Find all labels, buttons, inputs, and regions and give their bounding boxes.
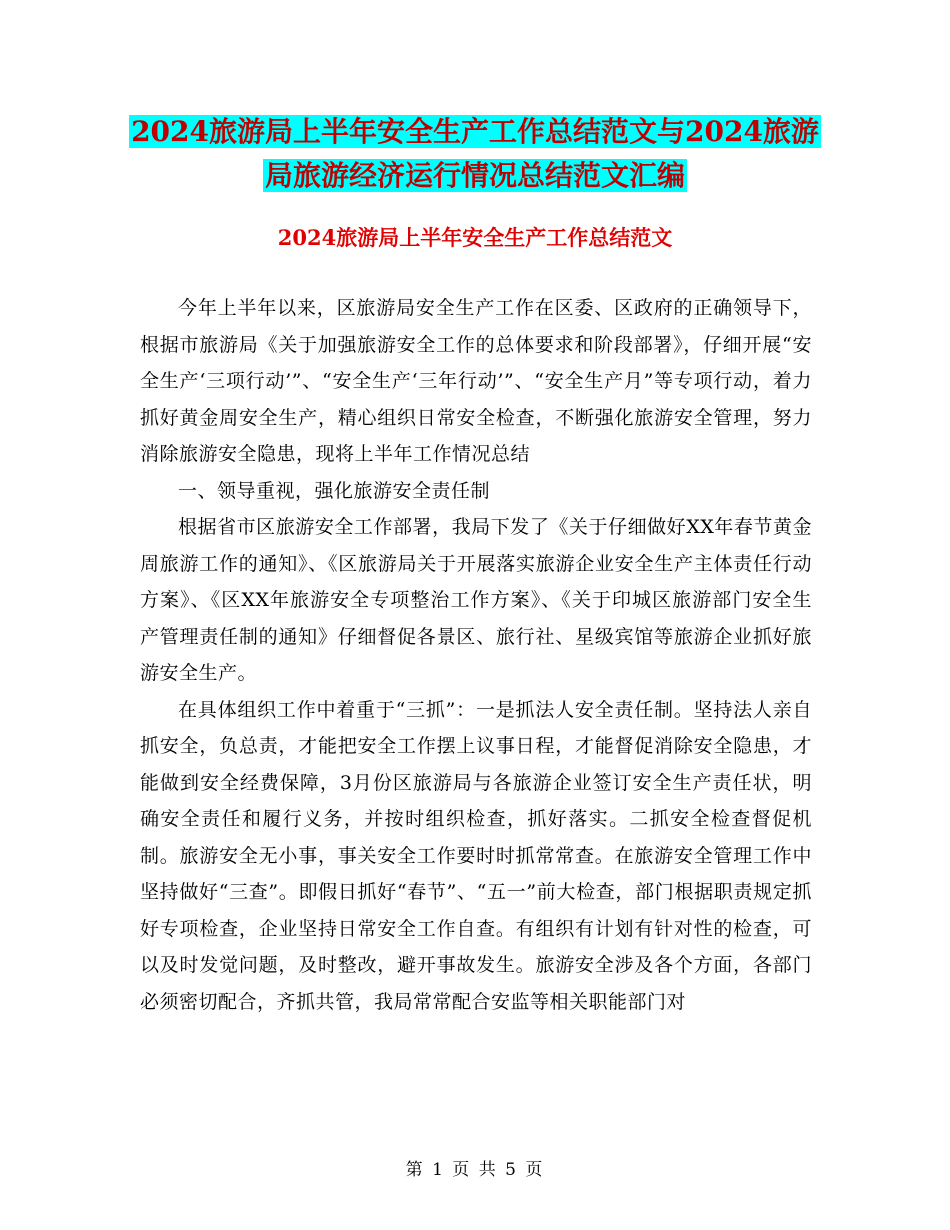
paragraph-heading: 一、领导重视，强化旅游安全责任制 xyxy=(178,479,491,502)
document-title-line-2: 局旅游经济运行情况总结范文汇编 xyxy=(264,159,685,192)
page-footer: 第 1 页 共 5 页 xyxy=(405,1160,545,1180)
document-body xyxy=(140,290,812,1020)
paragraph: 根据省市区旅游安全工作部署，我局下发了《关于仔细做好XX年春节黄金周旅游工作的通知》、《区旅游局关于开展落实旅游企业安全生产主体责任行动方案》、《区XX年旅游安全专项整治工作方案》、《关于印城区旅游部门安全生产管理责任制的通知》仔细督促各景区、旅行社、星级宾馆等旅游企业抓好旅游安全生产。 xyxy=(140,516,812,684)
section-title: 2024旅游局上半年安全生产工作总结范文 xyxy=(277,225,673,250)
paragraph: 在具体组织工作中着重于“三抓”：一是抓法人安全责任制。坚持法人亲自抓安全，负总责，才能把安全工作摆上议事日程，才能督促消除安全隐患，才能做到安全经费保障，3月份区旅游局与各旅游企业签订安全生产责任状，明确安全责任和履行义务，并按时组织检查，抓好落实。二抓安全检查督促机制。旅游安全无小事，事关安全工作要时时抓常常查。在旅游安全管理工作中坚持做好“三查”。即假日抓好“春节”、“五一”前大检查，部门根据职责规定抓好专项检查，企业坚持日常安全工作自查。有组织有计划有针对性的检查，可以及时发觉问题，及时整改，避开事故发生。旅游安全涉及各个方面，各部门必须密切配合，齐抓共管，我局常常配合安监等相关职能部门对 xyxy=(140,698,812,1013)
document-title xyxy=(120,110,830,198)
paragraph: 今年上半年以来，区旅游局安全生产工作在区委、区政府的正确领导下，根据市旅游局《关于加强旅游安全工作的总体要求和阶段部署》，仔细开展“安全生产‘三项行动’”、“安全生产‘三年行动’”、“安全生产月”等专项行动，着力抓好黄金周安全生产，精心组织日常安全检查，不断强化旅游安全管理，努力消除旅游安全隐患，现将上半年工作情况总结 xyxy=(140,297,812,465)
document-title-line-1: 2024旅游局上半年安全生产工作总结范文与2024旅游 xyxy=(131,115,819,148)
